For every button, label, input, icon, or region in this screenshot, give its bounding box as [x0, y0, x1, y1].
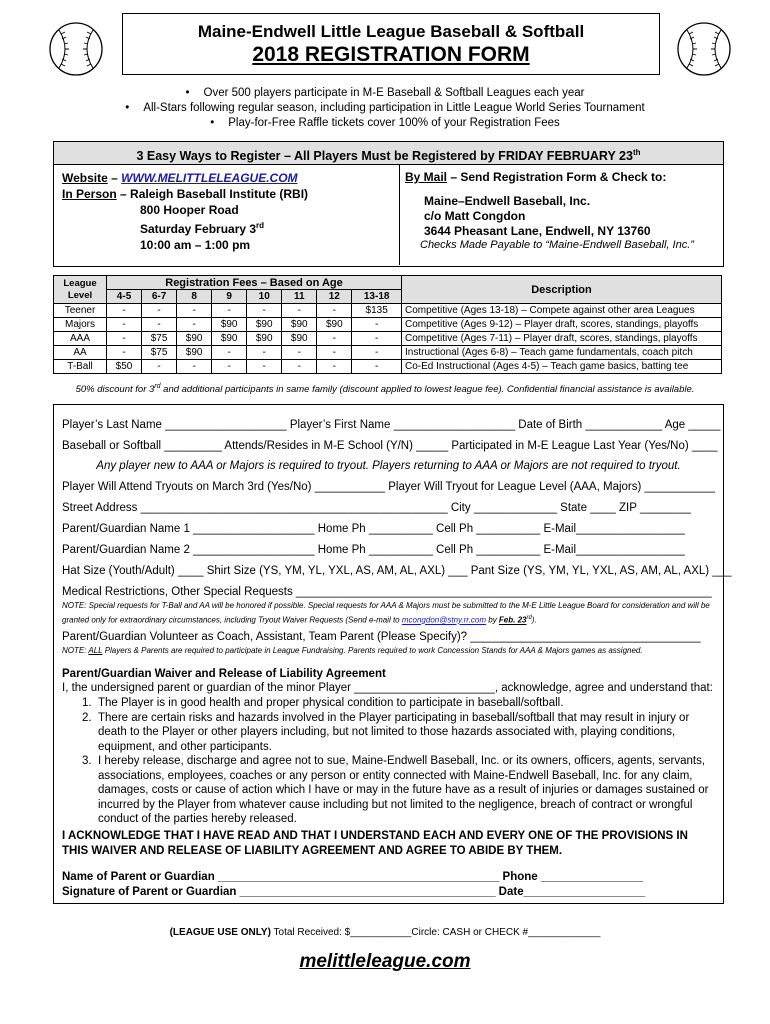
baseball-icon-left [47, 20, 105, 78]
fee-cell: - [142, 304, 177, 318]
sizes-line[interactable]: Hat Size (Youth/Adult) ____ Shirt Size (YS, YM, YL, YXL, AS, AM, AL, AXL) ___ Pant Size (YS, YM, YL, YXL, AS, AM, AL, AXL) ___ [62, 565, 732, 577]
fee-cell: $135 [352, 304, 402, 318]
fee-cell: - [247, 360, 282, 374]
waiver-item: 1. The Player is in good health and proper physical condition to participate in baseball/softball. [82, 697, 564, 709]
fee-cell: - [282, 360, 317, 374]
league-level: AA [54, 346, 107, 360]
fee-cell: - [352, 332, 402, 346]
acknowledgement: I ACKNOWLEDGE THAT I HAVE READ AND THAT I UNDERSTAND EACH AND EVERY ONE OF THE PROVISIONS IN THIS WAIVER AND RELEASE OF LIABILITY AGREEMENT AND AGREE TO ABIDE BY THEM. [62, 830, 688, 857]
signature-line[interactable]: Signature of Parent or Guardian ________________________________________ Date___________________ [62, 886, 646, 898]
waiver-item: 3. I hereby release, discharge and agree not to sue, Maine-Endwell Baseball, Inc. or its owners, officers, agents, servants, associations, employees, coaches or any person or entity connected with Maine-Endwell Baseball, Inc. for any claim, damages, costs or cause of action which I have or may in the future have as a result of injuries or damages sustained or incurred by the Player from whatever cause including but not limited to the negligence, breach of contract or wrongful conduct of the parties hereby released. [82, 755, 709, 825]
fee-cell: - [317, 304, 352, 318]
age-header: 8 [177, 290, 212, 304]
fee-cell: - [317, 360, 352, 374]
player-name-line[interactable]: Player’s Last Name ___________________ Player’s First Name ___________________ Date of Birth ____________ Age _____ [62, 419, 721, 431]
page-subtitle: 2018 REGISTRATION FORM [252, 43, 530, 66]
bullet-icon: • [125, 102, 130, 114]
registration-form-box [53, 404, 732, 904]
fee-cell: - [247, 304, 282, 318]
league-level: T-Ball [54, 360, 107, 374]
fee-cell: - [107, 318, 142, 332]
league-level: AAA [54, 332, 107, 346]
league-description: Instructional (Ages 6-8) – Teach game fundamentals, coach pitch [402, 346, 722, 360]
fee-cell: - [282, 346, 317, 360]
school-league-line[interactable]: Baseball or Softball _________ Attends/Resides in M-E School (Y/N) _____ Participated in M-E League Last Year (Yes/No) ____ [62, 440, 718, 452]
fee-cell: - [177, 318, 212, 332]
mail-note: Checks Made Payable to “Maine-Endwell Baseball, Inc.” [420, 239, 694, 251]
fee-cell: $90 [212, 318, 247, 332]
mail-line-3: 3644 Pheasant Lane, Endwell, NY 13760 [424, 224, 651, 238]
bullet-item: • Over 500 players participate in M-E Baseball & Softball Leagues each year [185, 87, 585, 99]
league-description: Competitive (Ages 7-11) – Player draft, scores, standings, playoffs [402, 332, 722, 346]
fee-cell: - [142, 318, 177, 332]
email-link[interactable]: mcongdon@stny.rr.com [401, 615, 487, 625]
fee-row [54, 318, 722, 332]
fee-cell: $90 [282, 318, 317, 332]
fee-row [54, 304, 722, 318]
league-level: Teener [54, 304, 107, 318]
in-person-address: 800 Hooper Road [140, 203, 239, 217]
title-box [122, 13, 660, 75]
league-description: Co-Ed Instructional (Ages 4-5) – Teach game basics, batting tee [402, 360, 722, 374]
bullet-icon: • [185, 87, 190, 99]
volunteer-line[interactable]: Parent/Guardian Volunteer as Coach, Assistant, Team Parent (Please Specify)? ____________________________________ [62, 631, 701, 643]
age-header: 11 [282, 290, 317, 304]
waiver-title: Parent/Guardian Waiver and Release of Liability Agreement [62, 668, 386, 680]
fee-cell: $90 [177, 346, 212, 360]
fee-row [54, 360, 722, 374]
league-level-header: League Level [54, 276, 107, 304]
register-ways-heading: 3 Easy Ways to Register – All Players Must be Registered by FRIDAY FEBRUARY 23th [54, 142, 723, 165]
guardian-1-line[interactable]: Parent/Guardian Name 1 ___________________ Home Ph __________ Cell Ph __________ E-Mail_________________ [62, 523, 685, 535]
league-description: Competitive (Ages 9-12) – Player draft, scores, standings, playoffs [402, 318, 722, 332]
description-header: Description [402, 276, 722, 304]
fee-cell: $75 [142, 332, 177, 346]
bullet-list [0, 86, 770, 131]
fee-cell: $90 [317, 318, 352, 332]
fee-cell: - [107, 304, 142, 318]
bullet-item: • Play-for-Free Raffle tickets cover 100% of your Registration Fees [210, 117, 560, 129]
waiver-list [62, 696, 716, 827]
waiver-item: 2. There are certain risks and hazards involved in the Player participating in baseball/softball that may result in injury or death to the Player or other players including, but not limited to those hazards associated with, playing conditions, equipment, and other participants. [82, 711, 690, 753]
register-ways-box [53, 141, 724, 267]
guardian-2-line[interactable]: Parent/Guardian Name 2 ___________________ Home Ph __________ Cell Ph __________ E-Mail_________________ [62, 544, 685, 556]
fee-cell: - [317, 346, 352, 360]
fee-row [54, 332, 722, 346]
waiver-intro: I, the undersigned parent or guardian of the minor Player ______________________, acknowledge, agree and understand that: [62, 682, 713, 694]
league-level: Majors [54, 318, 107, 332]
in-person-label: In Person [62, 187, 117, 201]
fundraising-note: NOTE: ALL Players & Parents are required to participate in League Fundraising. Parents required to work Concession Stands for AAA & Majors games as assigned. [62, 646, 643, 655]
bullet-item: • All-Stars following regular season, including participation in Little League World Series Tournament [125, 102, 645, 114]
fee-cell: $50 [107, 360, 142, 374]
bullet-icon: • [210, 117, 215, 129]
fee-cell: $90 [177, 332, 212, 346]
age-header: 9 [212, 290, 247, 304]
age-header: 6-7 [142, 290, 177, 304]
mail-line-1: Maine–Endwell Baseball, Inc. [424, 194, 591, 208]
fee-cell: - [317, 332, 352, 346]
special-requests-note: NOTE: Special requests for T-Ball and AA will be honored if possible. Special requests for AAA & Majors must be submitted to the M-E Little League Board for consideration and will be granted only for extraordinary circumstances, including Tryout Waiver Requests (Send e-mail to mcongdon@stny.rr.com by Feb. 23rd). [62, 601, 710, 625]
fee-cell: - [352, 346, 402, 360]
fee-cell: - [212, 304, 247, 318]
league-use-footer: (LEAGUE USE ONLY) Total Received: $___________Circle: CASH or CHECK #_____________ [169, 927, 601, 938]
fee-cell: - [212, 360, 247, 374]
fee-cell: $75 [142, 346, 177, 360]
page-title: Maine-Endwell Little League Baseball & Softball [197, 22, 585, 41]
league-description: Competitive (Ages 13-18) – Compete against other area Leagues [402, 304, 722, 318]
fee-cell: $90 [247, 332, 282, 346]
medical-line[interactable]: Medical Restrictions, Other Special Requests _________________________________________________________________ [62, 586, 712, 598]
register-by-mail: By Mail – Send Registration Form & Check to: Maine–Endwell Baseball, Inc. c/o Matt Congdon 3644 Pheasant Lane, Endwell, NY 13760 Checks Made Payable to “Maine-Endwell Baseball, Inc.” [399, 165, 724, 265]
fee-cell: - [107, 346, 142, 360]
mail-label: By Mail [405, 170, 448, 184]
age-header: 10 [247, 290, 282, 304]
age-header: 12 [317, 290, 352, 304]
discount-note: 50% discount for 3rd and additional participants in same family (discount applied to lowest league fee). Confidential financial assistance is available. [75, 383, 695, 396]
fee-cell: $90 [247, 318, 282, 332]
fee-cell: - [352, 360, 402, 374]
age-header: 13-18 [352, 290, 402, 304]
footer-website[interactable]: melittleleague.com [299, 951, 471, 972]
fees-table [53, 275, 722, 374]
age-header: 4-5 [107, 290, 142, 304]
fee-cell: $90 [282, 332, 317, 346]
website-link[interactable]: WWW.MELITTLELEAGUE.COM [121, 171, 298, 185]
baseball-icon-right [675, 20, 733, 78]
address-line[interactable]: Street Address ________________________________________________ City _____________ State ____ ZIP ________ [62, 502, 692, 514]
fee-cell: - [282, 304, 317, 318]
fee-cell: $90 [212, 332, 247, 346]
fee-cell: - [142, 360, 177, 374]
fees-group-header: Registration Fees – Based on Age [107, 276, 402, 290]
tryout-line[interactable]: Player Will Attend Tryouts on March 3rd (Yes/No) ___________ Player Will Tryout for League Level (AAA, Majors) ___________ [62, 481, 715, 493]
fee-cell: - [212, 346, 247, 360]
fee-cell: - [107, 332, 142, 346]
fees-header-row [54, 276, 722, 290]
register-online-in-person: Website – WWW.MELITTLELEAGUE.COM In Person – Raleigh Baseball Institute (RBI) 800 Hooper Road Saturday February 3rd 10:00 am – 1:00 pm [62, 170, 392, 253]
in-person-time: 10:00 am – 1:00 pm [140, 238, 251, 252]
tryout-note: Any player new to AAA or Majors is required to tryout. Players returning to AAA or Majors are not required to tryout. [96, 460, 681, 472]
fee-cell: - [177, 360, 212, 374]
parent-name-line[interactable]: Name of Parent or Guardian ____________________________________________ Phone ________________ [62, 871, 644, 883]
fee-cell: - [247, 346, 282, 360]
mail-line-2: c/o Matt Congdon [424, 209, 526, 223]
fee-cell: - [352, 318, 402, 332]
fee-row [54, 346, 722, 360]
website-label: Website [62, 171, 108, 185]
in-person-date: Saturday February 3rd [140, 221, 265, 236]
fee-cell: - [177, 304, 212, 318]
